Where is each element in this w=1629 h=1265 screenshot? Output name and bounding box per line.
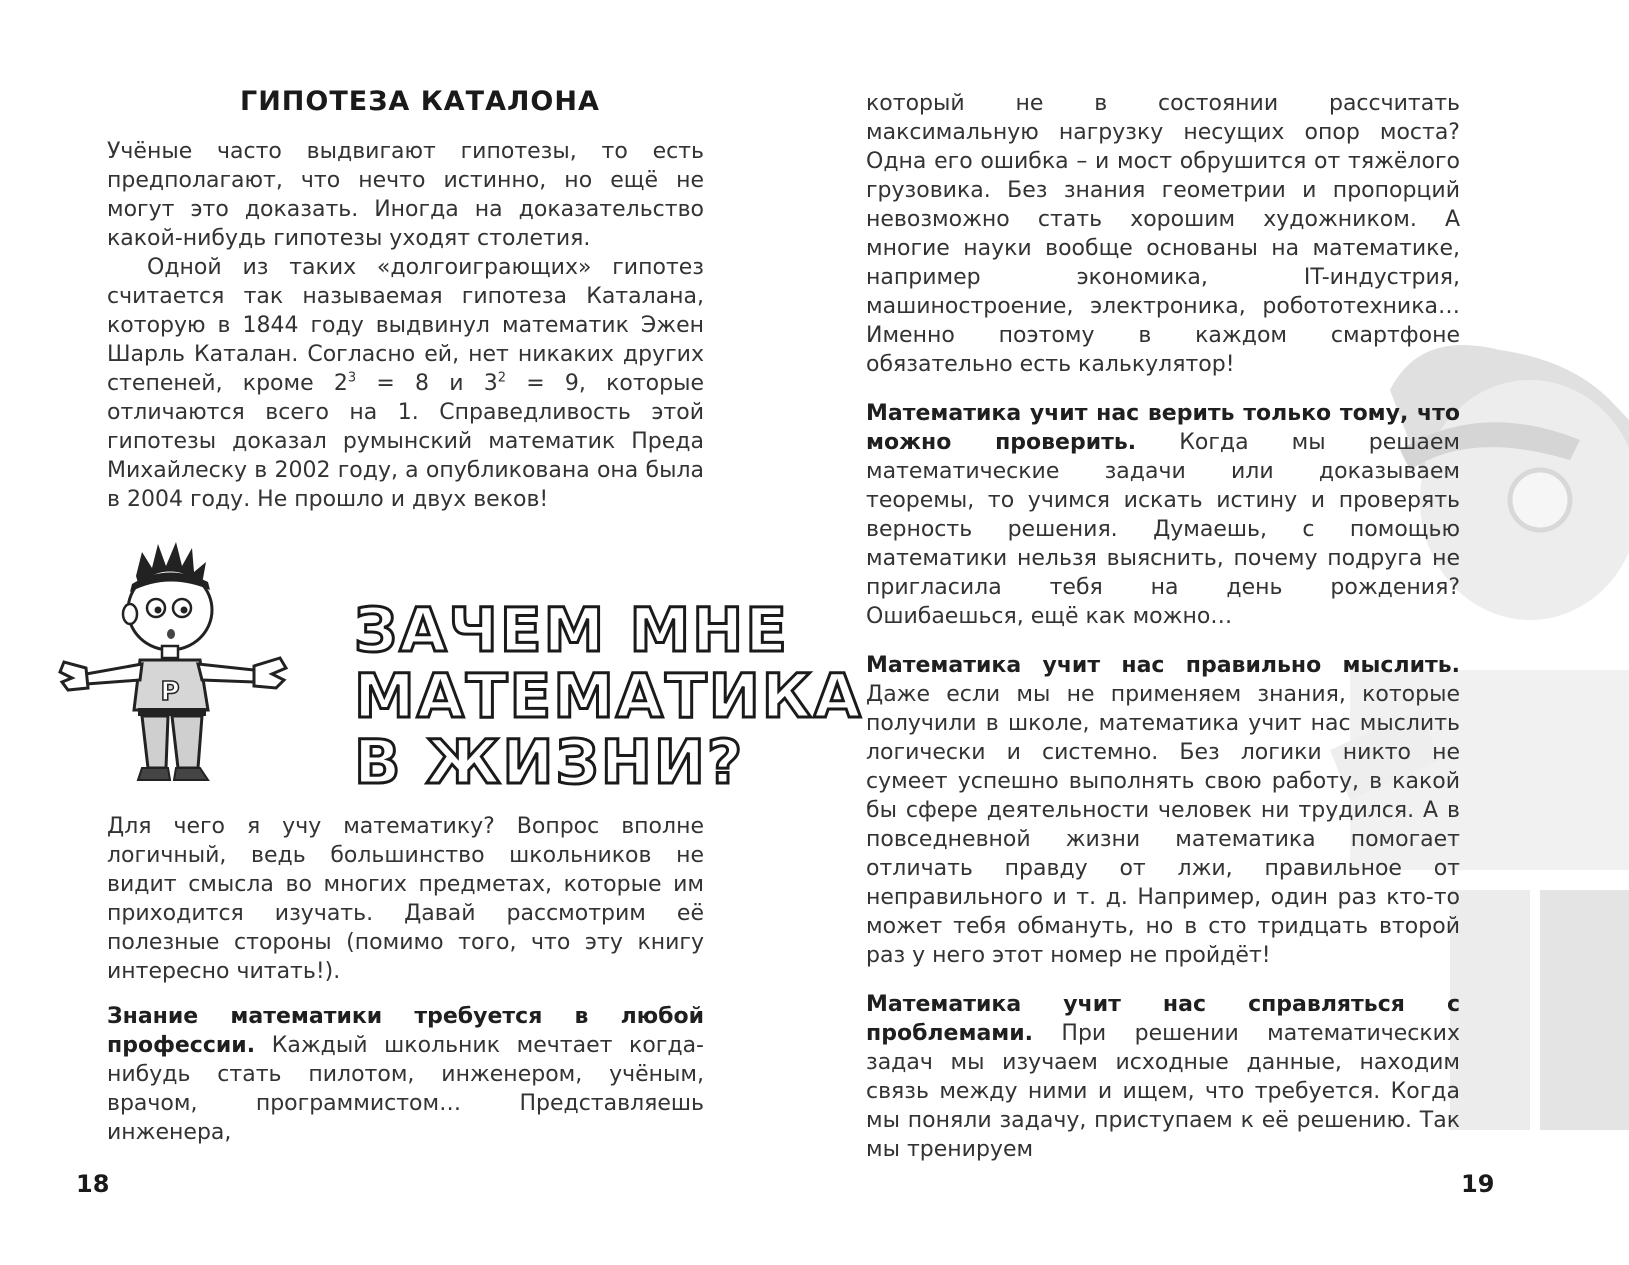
profession-heading: Знание математики требуется в любой профессии. (107, 1004, 704, 1058)
continuation-paragraph: который не в состоянии рассчитать максимальную нагрузку несущих опор моста? Одна его ошибка – и мост обрушится от тяжёлого грузовика. Без знания геометрии и пропорций невозможно стать хорошим художником. А многие науки вообще основаны на математике, например экономика, IT-индустрия, машиностроение, электроника, робототехника… Именно поэтому в каждом смартфоне обязательно есть калькулятор! (866, 91, 1460, 377)
think-text: Даже если мы не применяем знания, которые получили в школе, математика учит нас мыслить логически и системно. Без логики никто не сумеет успешно выполнять свою работу, в какой бы сфере деятельности человек ни трудился. А в повседневной жизни математика помогает отличать правду от лжи, правильное от неправильного и т. д. Например, один раз кто-то может тебя обмануть, но в сто тридцать второй раз у него этот номер не пройдёт! (866, 682, 1460, 968)
exponent-1: 3 (347, 370, 357, 386)
catalan-text-3: = 9, которые отличаются всего на 1. Справедливость этой гипотезы доказал румынский математик Преда Михайлеску в 2002 году, а опубликована она была в 2004 году. Не прошло и двух веков! (107, 371, 705, 512)
verify-text: Когда мы решаем математические задачи или доказываем теоремы, то учимся искать истину и проверять верность решения. Думаешь, с помощью математики нельзя выяснить, почему подруга не пригласила тебя на день рождения? Ошибаешься, ещё как можно… (866, 430, 1460, 629)
section-heading-art (354, 595, 863, 798)
why-paragraph: Для чего я учу математику? Вопрос вполне логичный, ведь большинство школьников не видит смысла во многих предметах, которые им приходится изучать. Давай рассмотрим её полезные стороны (помимо того, что эту книгу интересно читать!). (107, 814, 704, 984)
profession-paragraph (107, 1002, 704, 1147)
verify-heading: Математика учит нас верить только тому, что можно проверить. (866, 401, 1460, 455)
page-number-right: 19 (1461, 1170, 1495, 1198)
page-number-left: 18 (76, 1170, 110, 1198)
intro-paragraph: Учёные часто выдвигают гипотезы, то есть предполагают, что нечто истинно, но ещё не могут это доказать. Иногда на доказательство какой-нибудь гипотезы уходят столетия. (107, 139, 704, 251)
catalan-paragraph (107, 253, 704, 514)
heading-line-3: В ЖИЗНИ? (354, 727, 745, 798)
left-hand-icon (60, 662, 88, 690)
right-hand-icon (254, 658, 286, 688)
heading-line-2: МАТЕМАТИКА (354, 661, 863, 732)
verify-paragraph (866, 399, 1460, 631)
exponent-2: 2 (497, 370, 507, 386)
think-paragraph (866, 651, 1460, 970)
right-page (814, 0, 1629, 1265)
page-title: ГИПОТЕЗА КАТАЛОНА (240, 86, 600, 117)
boy-illustration (58, 532, 318, 792)
profession-text: Каждый школьник мечтает когда-нибудь стать пилотом, инженером, учёным, врачом, программистом… Представляешь инженера, (107, 1033, 704, 1145)
problems-heading: Математика учит нас справляться с проблемами. (866, 992, 1460, 1046)
problems-paragraph (866, 990, 1460, 1164)
shirt-letter: P (160, 677, 180, 707)
heading-line-1: ЗАЧЕМ МНЕ (354, 595, 789, 666)
right-text-column (866, 89, 1460, 1164)
catalan-section (107, 137, 704, 514)
catalan-text-2: = 8 и 3 (356, 371, 498, 396)
why-section (107, 812, 704, 1147)
catalan-text-1: Одной из таких «долгоиграющих» гипотез считается так называемая гипотеза Каталана, которую в 1844 году выдвинул математик Эжен Шарль Каталан. Согласно ей, нет никаких других степеней, кроме 2 (107, 255, 704, 396)
problems-text: При решении математических задач мы изучаем исходные данные, находим связь между ними и ищем, что требуется. Когда мы поняли задачу, приступаем к её решению. Так мы тренируем (866, 1021, 1460, 1162)
think-heading: Математика учит нас правильно мыслить. (866, 653, 1460, 678)
